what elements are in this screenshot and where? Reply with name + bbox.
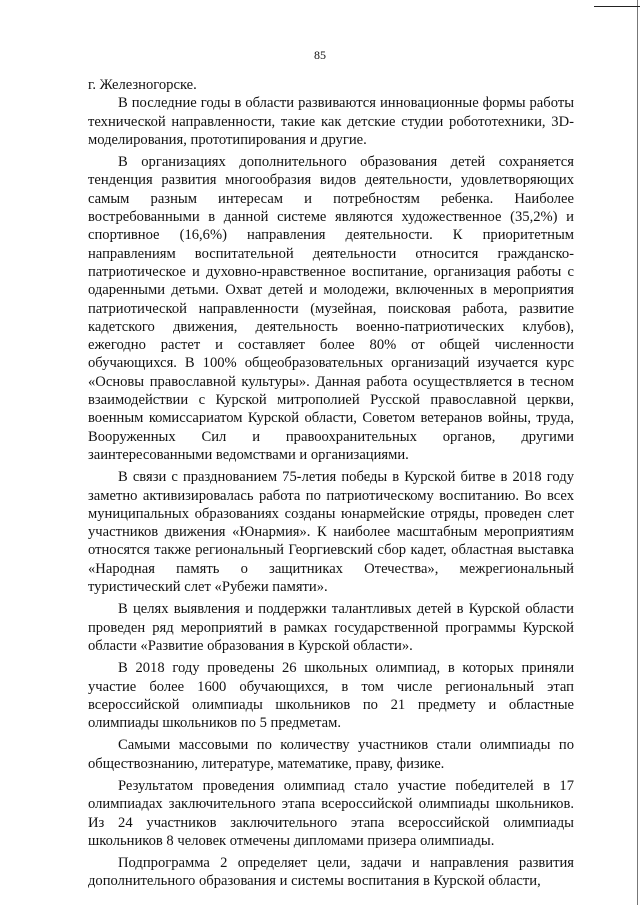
paragraph-subprogram-2: Подпрограмма 2 определяет цели, задачи и направления развития дополнительного образования и системы воспитания в Курской области, xyxy=(88,855,574,890)
page-number: 85 xyxy=(314,48,326,62)
paragraph-kursk-battle: В связи с празднованием 75-летия победы в Курской битве в 2018 году заметно активизировалась работа по патриотическому воспитанию. Во всех муниципальных образованиях созданы юнармейские отряды, проведен слет участников движения «Юнармия». К наиболее масштабным мероприятиям относятся также региональный Георгиевский сбор кадет, областная выставка «Народная память о защитниках Отечества», межрегиональный туристический слет «Рубежи памяти». xyxy=(88,469,574,596)
scan-corner-mark xyxy=(594,6,640,7)
paragraph-talented-children: В целях выявления и поддержки талантливых детей в Курской области проведен ряд мероприятий в рамках государственной программы Курской области «Развитие образования в Курской области». xyxy=(88,601,574,654)
paragraph-olympiads-2018: В 2018 году проведены 26 школьных олимпиад, в которых приняли участие более 1600 обучающихся, в том числе региональный этап всероссийской олимпиады школьников по 21 предмету и областные олимпиады школьников по 5 предметам. xyxy=(88,660,574,732)
paragraph-olympiad-results: Результатом проведения олимпиад стало участие победителей в 17 олимпиадах заключительного этапа всероссийской олимпиады школьников. Из 24 участников заключительного этапа всероссийской олимпиады школьников 8 человек отмечены дипломами призера олимпиады. xyxy=(88,777,574,849)
paragraph-additional-education: В организациях дополнительного образования детей сохраняется тенденция развития многообразия видов деятельности, удовлетворяющих самым разным интересам и потребностям ребенка. Наиболее востребованными в данной системе являются художественное (35,2%) и спортивное (16,6%) направления деятельности. К приоритетным направлениям воспитательной деятельности относится гражданско-патриотическое и духовно-нравственное воспитание, организация работы с одаренными детьми. Охват детей и молодежи, включенных в мероприятия патриотической направленности (музейная, поисковая работа, развитие кадетского движения, деятельность военно-патриотических клубов), ежегодно растет и составляет более 80% от общей численности обучающихся. В 100% общеобразовательных организаций изучается курс «Основы православной культуры». Данная работа осуществляется в тесном взаимодействии с Курской митрополией Русской православной церкви, военным комиссариатом Курской области, Советом ветеранов войны, труда, Вооруженных Сил и правоохранительных органов, другими заинтересованными ведомствами и организациями. xyxy=(88,154,574,463)
paragraph-innovation-forms: В последние годы в области развиваются инновационные формы работы технической направленности, такие как детские студии робототехники, 3D-моделирования, прототипирования и другие. xyxy=(88,95,574,148)
paragraph-continuation: г. Железногорске. xyxy=(88,77,197,93)
paragraph-popular-olympiads: Самыми массовыми по количеству участников стали олимпиады по обществознанию, литературе, математике, праву, физике. xyxy=(88,737,574,772)
scan-edge-line xyxy=(637,0,638,905)
document-body xyxy=(88,76,574,891)
